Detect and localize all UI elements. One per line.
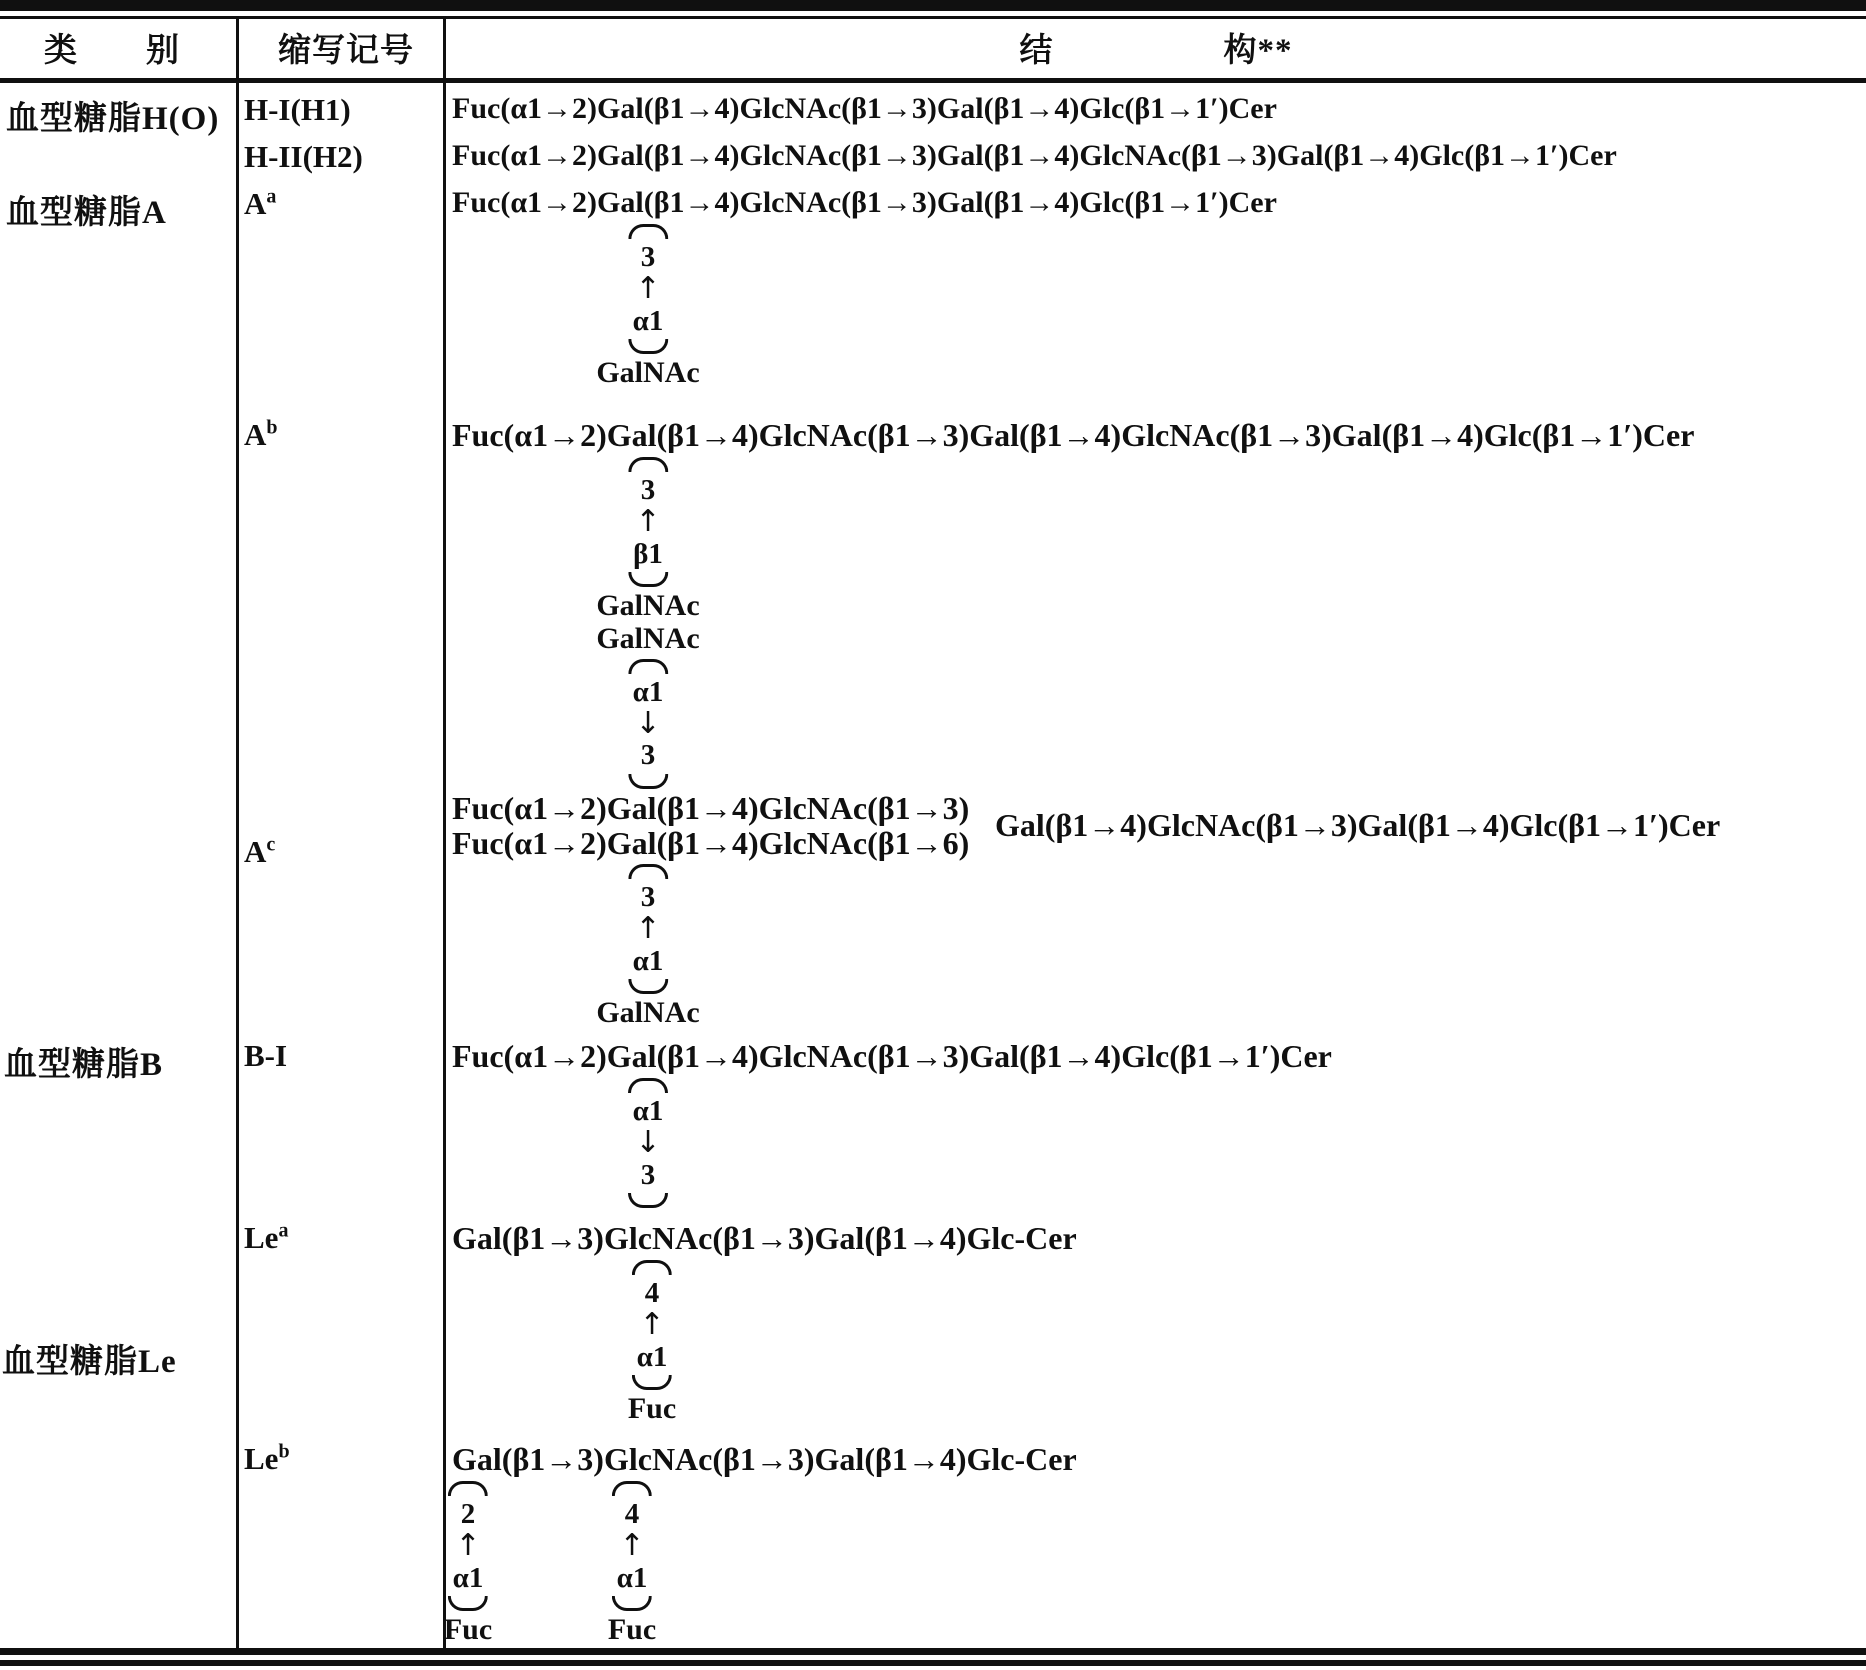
column-divider-2 xyxy=(443,16,446,1648)
branch-sugar: GalNAc xyxy=(596,356,700,390)
branch-sugar: Fuc xyxy=(443,1613,493,1647)
anomeric-bond-label: α1 xyxy=(632,675,664,708)
abbr-ab-superscript: b xyxy=(266,416,278,439)
formula-ac-shared-tail: Gal(β1→4)GlcNAc(β1→3)Gal(β1→4)Glc(β1→1′)Cer xyxy=(995,807,1721,843)
bond-arc-upper xyxy=(628,224,668,239)
branch-sugar: GalNAc xyxy=(596,996,700,1030)
formula-ac-line2: Fuc(α1→2)Gal(β1→4)GlcNAc(β1→6) xyxy=(452,825,970,861)
category-blood-group-a: 血型糖脂A xyxy=(6,195,167,231)
abbr-bi: B-I xyxy=(244,1038,288,1073)
bond-arrow-down-icon: ↓ xyxy=(635,1125,661,1161)
linkage-position: 3 xyxy=(640,474,656,506)
branch-bi xyxy=(628,1076,668,1210)
bond-arc-upper xyxy=(628,457,668,472)
table-bottom-rule-1 xyxy=(0,1648,1866,1655)
bond-arc-upper xyxy=(632,1260,672,1275)
bond-arc-lower xyxy=(612,1596,652,1611)
formula-ab: Fuc(α1→2)Gal(β1→4)GlcNAc(β1→3)Gal(β1→4)GlcNAc(β1→3)Gal(β1→4)Glc(β1→1′)Cer xyxy=(452,417,1695,453)
bond-arrow-up-icon: ↑ xyxy=(619,1528,645,1564)
formula-lea: Gal(β1→3)GlcNAc(β1→3)Gal(β1→4)Glc-Cer xyxy=(452,1220,1077,1256)
bond-arc-lower xyxy=(632,1375,672,1390)
bond-arc-upper xyxy=(612,1481,652,1496)
linkage-position: 2 xyxy=(460,1498,476,1530)
bond-arrow-up-icon: ↑ xyxy=(635,911,661,947)
anomeric-bond-label: α1 xyxy=(452,1561,484,1594)
linkage-position: 4 xyxy=(624,1498,640,1530)
branch-ac-top-galnac xyxy=(596,622,699,791)
bond-arrow-up-icon: ↑ xyxy=(635,271,661,307)
branch-leb-fuc-1 xyxy=(444,1479,492,1648)
bond-arc-lower xyxy=(448,1596,488,1611)
anomeric-bond-label: α1 xyxy=(616,1561,648,1594)
linkage-position: 4 xyxy=(644,1277,660,1309)
anomeric-bond-label: α1 xyxy=(632,304,664,337)
table-top-rule-thin xyxy=(0,16,1866,19)
formula-h1: Fuc(α1→2)Gal(β1→4)GlcNAc(β1→3)Gal(β1→4)Glc(β1→1′)Cer xyxy=(452,92,1277,125)
branch-aa-galnac xyxy=(596,222,699,391)
anomeric-bond-label: α1 xyxy=(632,944,664,977)
formula-aa: Fuc(α1→2)Gal(β1→4)GlcNAc(β1→3)Gal(β1→4)Glc(β1→1′)Cer xyxy=(452,186,1277,219)
abbr-aa: $A^a$ xyxy=(244,185,277,221)
bond-arc-upper xyxy=(628,1078,668,1093)
bond-arc-lower xyxy=(628,339,668,354)
bond-arrow-up-icon: ↑ xyxy=(639,1307,665,1343)
bond-arc-lower xyxy=(628,572,668,587)
abbr-aa-superscript: a xyxy=(266,185,277,208)
column-divider-1 xyxy=(236,16,239,1648)
category-blood-group-le: 血型糖脂Le xyxy=(2,1344,177,1380)
formula-ac-line1: Fuc(α1→2)Gal(β1→4)GlcNAc(β1→3) xyxy=(452,790,970,826)
formula-leb: Gal(β1→3)GlcNAc(β1→3)Gal(β1→4)Glc-Cer xyxy=(452,1441,1077,1477)
abbr-h1: H-I(H1) xyxy=(244,92,351,127)
table-top-rule-thick xyxy=(0,0,1866,11)
bond-arc-lower xyxy=(628,774,668,789)
bond-arrow-up-icon: ↑ xyxy=(455,1528,481,1564)
branch-sugar: Fuc xyxy=(627,1392,677,1426)
abbr-ab: $A^b$ xyxy=(244,416,278,452)
linkage-position: 3 xyxy=(640,881,656,913)
header-separator-rule xyxy=(0,78,1866,83)
header-structure: 结 构** xyxy=(1019,33,1293,69)
formula-h2: Fuc(α1→2)Gal(β1→4)GlcNAc(β1→3)Gal(β1→4)GlcNAc(β1→3)Gal(β1→4)Glc(β1→1′)Cer xyxy=(452,139,1617,172)
table-bottom-rule-2 xyxy=(0,1660,1866,1666)
abbr-ac-superscript: c xyxy=(266,833,276,856)
abbr-lea-superscript: a xyxy=(278,1219,289,1242)
abbr-h2: H-II(H2) xyxy=(244,139,363,174)
abbr-leb-superscript: b xyxy=(278,1440,290,1463)
bond-arrow-down-icon: ↓ xyxy=(635,705,661,741)
anomeric-bond-label: β1 xyxy=(633,537,663,570)
bond-arrow-up-icon: ↑ xyxy=(635,504,661,540)
abbr-leb: Le$^b$ xyxy=(244,1440,290,1476)
branch-sugar: Fuc xyxy=(607,1613,657,1647)
abbr-ac: $A^c$ xyxy=(244,833,276,869)
bond-arc-upper xyxy=(628,864,668,879)
formula-bi: Fuc(α1→2)Gal(β1→4)GlcNAc(β1→3)Gal(β1→4)Glc(β1→1′)Cer xyxy=(452,1038,1332,1074)
bond-arc-lower xyxy=(628,1193,668,1208)
linkage-position: 3 xyxy=(640,739,656,772)
bond-arc-upper xyxy=(448,1481,488,1496)
bond-arc-upper xyxy=(628,659,668,674)
branch-lea-fuc xyxy=(628,1258,676,1427)
abbr-lea: Le$^a$ xyxy=(244,1219,289,1255)
anomeric-bond-label: α1 xyxy=(632,1095,664,1127)
bond-arc-lower xyxy=(628,979,668,994)
header-abbreviation: 缩写记号 xyxy=(278,33,414,69)
linkage-position: 3 xyxy=(640,241,656,273)
linkage-position: 3 xyxy=(640,1158,656,1191)
branch-ab-galnac xyxy=(596,455,699,624)
category-blood-group-b: 血型糖脂B xyxy=(4,1047,164,1083)
branch-sugar: GalNAc xyxy=(596,622,700,655)
anomeric-bond-label: α1 xyxy=(636,1340,668,1373)
branch-sugar: GalNAc xyxy=(596,589,700,623)
header-category: 类 别 xyxy=(44,33,180,69)
branch-ac-bottom-galnac xyxy=(596,862,699,1031)
branch-leb-fuc-2 xyxy=(608,1479,656,1648)
category-blood-group-h: 血型糖脂H(O) xyxy=(6,101,220,137)
